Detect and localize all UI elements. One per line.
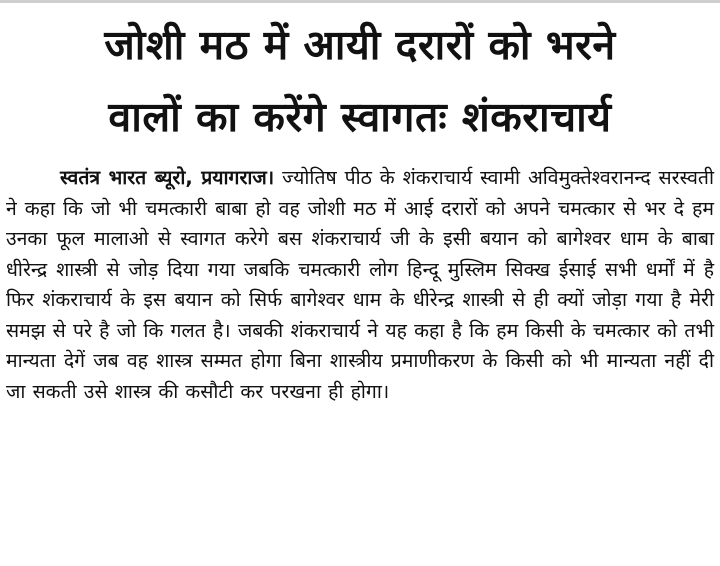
headline-line-1: जोशी मठ में आयी दरारों को भरने: [104, 21, 616, 69]
article-text: ज्योतिष पीठ के शंकराचार्य स्वामी अविमुक्तेश्वरानन्द सरस्वती ने कहा कि जो भी चमत्कारी बाबा हो वह जोशी मठ में आई दरारों को अपने चमत्कार से भर दे हम उनका फूल मालाओ से स्वागत करेगे बस शंकराचार्य जी के इसी बयान को बागेश्वर धाम के बाबा धीरेन्द्र शास्त्री से जोड़ दिया गया जबकि चमत्कारी लोग हिन्दू मुस्लिम सिक्ख ईसाई सभी धर्मों में है फिर शंकराचार्य के इस बयान को सिर्फ बागेश्वर धाम के धीरेन्द्र शास्त्री से ही क्यों जोड़ा गया है मेरी समझ से परे है जो कि गलत है। जबकी शंकराचार्य ने यह कहा है कि हम किसी के चमत्कार को तभी मान्यता देगें जब वह शास्त्र सम्मत होगा बिना शास्त्रीय प्रमाणीकरण के किसी को भी मान्यता नहीं दी जा सकती उसे शास्त्र की कसौटी कर परखना ही होगा।: [6, 166, 714, 403]
byline: स्वतंत्र भारत ब्यूरो, प्रयागराज।: [60, 166, 275, 189]
article-body: [6, 163, 714, 407]
headline-line-2: वालों का करेंगे स्वागतः शंकराचार्य: [108, 93, 612, 141]
